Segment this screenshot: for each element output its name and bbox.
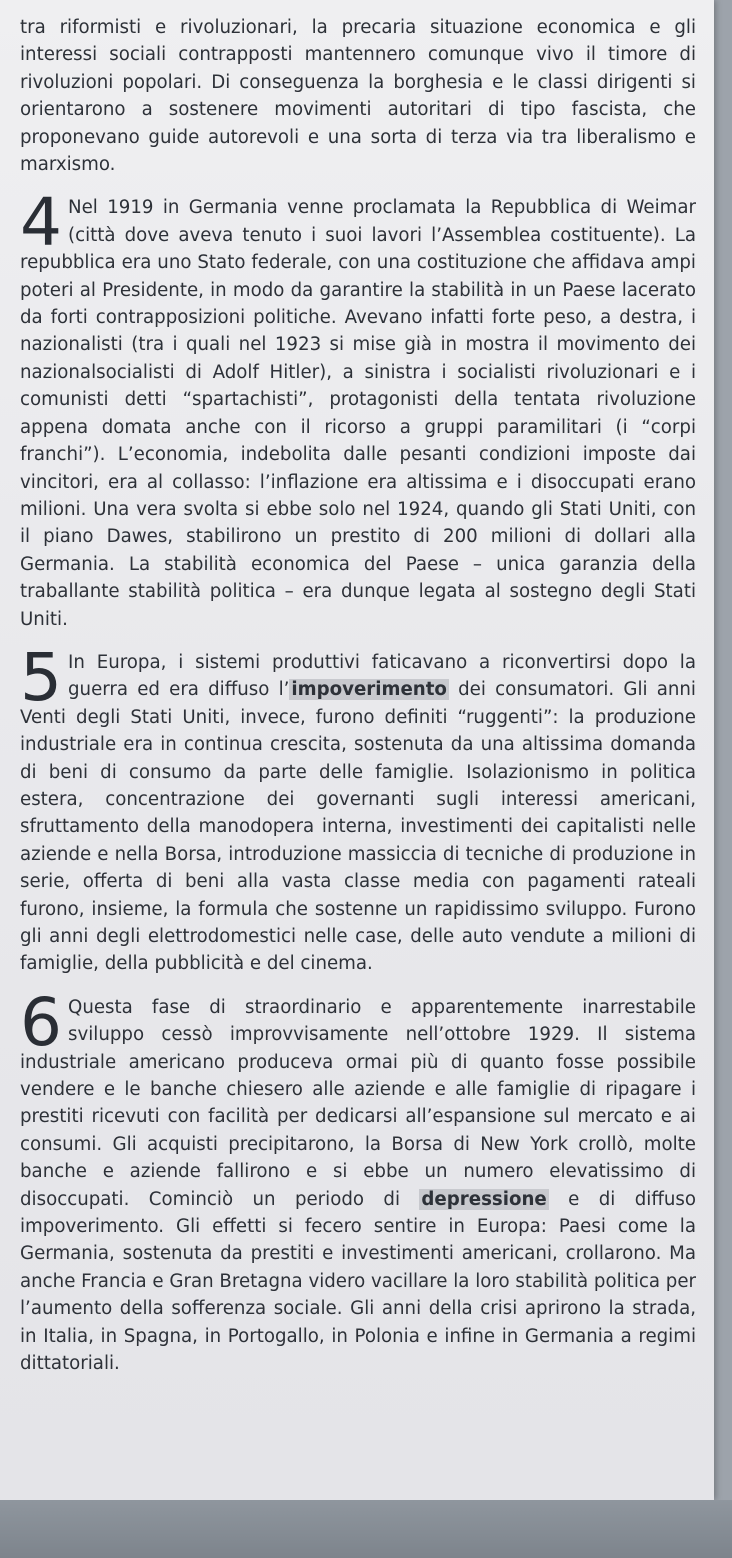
section-6-number: 6 bbox=[20, 983, 62, 1061]
section-4-text: Nel 1919 in Germania venne proclamata la Repubblica di Weimar (città dove aveva tenuto i suoi lavori l’Assemblea costituente). La repubblica era uno Stato federale, con una costituzione che affidava ampi poteri al Presidente, in modo da garantire la stabilità in un Paese lacerato da forti contrapposizioni politiche. Avevano infatti forte peso, a destra, i nazionalisti (tra i quali nel 1923 si mise già in mostra il movimento dei nazionalsocialisti di Adolf Hitler), a sinistra i socialisti rivoluzionari e i comunisti detti “spartachisti”, protagonisti della tentata rivoluzione appena domata anche con il ricorso a gruppi paramilitari (i “corpi franchi”). L’economia, indebolita dalle pesanti condizioni imposte dai vincitori, era al collasso: l’inflazione era altissima e i disoccupati erano milioni. Una vera svolta si ebbe solo nel 1924, quando gli Stati Uniti, con il piano Dawes, stabilirono un prestito di 200 milioni di dollari alla Germania. La stabilità economica del Paese – unica garanzia della traballante stabilità politica – era dunque legata al sostegno degli Stati Uniti. bbox=[20, 197, 696, 630]
section-5-paragraph bbox=[20, 638, 696, 978]
intro-paragraph bbox=[20, 14, 696, 178]
intro-text: tra riformisti e rivoluzionari, la precaria situazione economica e gli interessi sociali contrapposti mantennero comunque vivo il timore di rivoluzioni popolari. Di conseguenza la borghesia e le classi dirigenti si orientarono a sostenere movimenti autoritari di tipo fascista, che proponevano guide autorevoli e una sorta di terza via tra liberalismo e marxismo. bbox=[20, 17, 696, 176]
section-5-text-before: In Europa, i sistemi produttivi faticavano a riconvertirsi dopo la guerra ed era diffuso l’ bbox=[68, 651, 696, 701]
text-column bbox=[20, 14, 696, 1392]
section-5-text-after: dei consumatori. Gli anni Venti degli Stati Uniti, invece, furono definiti “ruggenti”: la produzione industriale era in continua crescita, sostenuta da una altissima domanda di beni di consumo da parte delle famiglie. Isolazionismo in politica estera, concentrazione dei governanti sugli interessi americani, sfruttamento della manodopera interna, investimenti dei capitalisti nelle aziende e nella Borsa, introduzione massiccia di tecniche di produzione in serie, offerta di beni alla vasta classe media con pagamenti rateali furono, insieme, la formula che sostenne un rapidissimo sviluppo. Furono gli anni degli elettrodomestici nelle case, delle auto vendute a milioni di famiglie, della pubblicità e del cinema. bbox=[20, 679, 696, 975]
highlight-impoverimento: impoverimento bbox=[291, 679, 447, 701]
section-5-number: 5 bbox=[20, 638, 62, 716]
section-6-paragraph bbox=[20, 983, 697, 1378]
section-6-text-before: Questa fase di straordinario e apparentemente inarrestabile sviluppo cessò improvvisamente nell’ottobre 1929. Il sistema industriale americano produceva ormai più di quanto fosse possibile vendere e le banche chiesero alle aziende e alle famiglie di ripagare i prestiti ricevuti con facilità per dedicarsi all’espansione sul mercato e ai consumi. Gli acquisti precipitarono, la Borsa di New York crollò, molte banche e aziende fallirono e si ebbe un numero elevatissimo di disoccupati. Cominciò un periodo di bbox=[20, 996, 696, 1210]
section-6-text-after: e di diffuso impoverimento. Gli effetti si fecero sentire in Europa: Paesi come la Germania, sostenuta da prestiti e investimenti americani, crollarono. Ma anche Francia e Gran Bretagna videro vacillare la loro stabilità politica per l’aumento della sofferenza sociale. Gli anni della crisi aprirono la strada, in Italia, in Spagna, in Portogallo, in Polonia e infine in Germania a regimi dittatoriali. bbox=[20, 1188, 697, 1375]
section-4-paragraph bbox=[20, 184, 696, 633]
background-surface bbox=[0, 1500, 732, 1558]
highlight-depressione: depressione bbox=[421, 1188, 547, 1210]
section-4-number: 4 bbox=[20, 184, 62, 262]
